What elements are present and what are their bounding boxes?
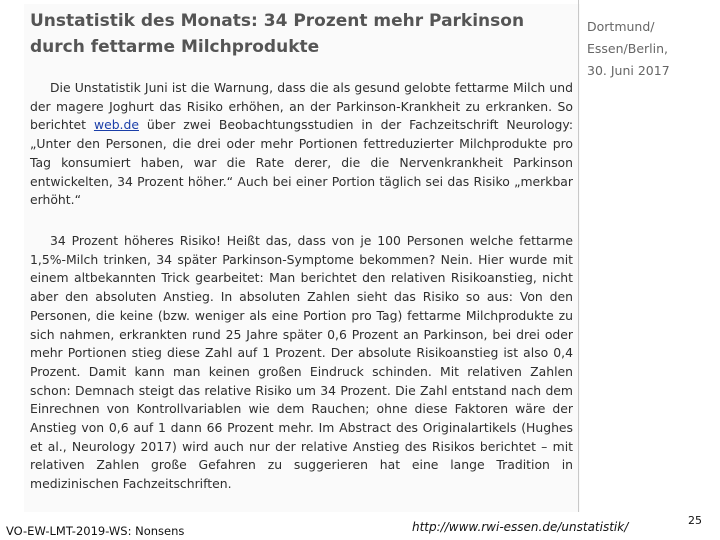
paragraph-1-text-a: Die Unstatistik Juni ist die Warnung, dass die als gesund gelobte fettarme Milch und der magere Joghurt das Risiko erhöhen, an der Parkinson-Krankheit zu erkranken. So berichtet bbox=[30, 80, 573, 133]
dateline-date: 30. Juni 2017 bbox=[587, 63, 670, 78]
footer-url[interactable]: http://www.rwi-essen.de/unstatistik/ bbox=[412, 520, 629, 534]
page-number: 25 bbox=[688, 514, 702, 527]
source-link[interactable]: web.de bbox=[93, 117, 139, 133]
dateline-city-1: Dortmund/ bbox=[587, 19, 655, 34]
dateline-city-2: Essen/Berlin, bbox=[587, 41, 668, 56]
article-title: Unstatistik des Monats: 34 Prozent mehr Parkinson durch fettarme Milchprodukte bbox=[30, 11, 525, 57]
dateline bbox=[587, 16, 707, 82]
column-divider bbox=[578, 0, 579, 512]
paragraph-2: 34 Prozent höheres Risiko! Heißt das, dass von je 100 Personen welche fettarme 1,5%-Milch trinken, 34 später Parkinson-Symptome bekommen? Nein. Hier wurde mit einem altbekannten Trick gearbeitet: Man berichtet den relativen Risikoanstieg, nicht aber den absoluten Anstieg. In absoluten Zahlen sieht das Risiko so aus: Von den Personen, die keine (bzw. weniger als eine Portion pro Tag) fettarme Milchprodukte zu sich nahmen, erkrankten rund 25 Jahre später 0,6 Prozent an Parkinson, bei drei oder mehr Portionen stieg diese Zahl auf 1 Prozent. Der absolute Risikoanstieg ist also 0,4 Prozent. Damit kann man keinen großen Eindruck schinden. Mit relativen Zahlen schon: Demnach steigt das relative Risiko um 34 Prozent. Die Zahl entstand nach dem Einrechnen von Kontrollvariablen wie dem Rauchen; ohne diese Faktoren wäre der Anstieg von 0,6 auf 1 dann 66 Prozent mehr. Im Abstract des Originalartikels (Hughes et al., Neurology 2017) wird auch nur der relative Anstieg des Risikos berichtet – mit relativen Zahlen große Gefahren zu suggerieren hat eine lange Tradition in medizinischen Fachzeitschriften. bbox=[30, 233, 573, 492]
paragraph-1-text-b: über zwei Beobachtungsstudien in der Fachzeitschrift Neurology: „Unter den Personen, die drei oder mehr Portionen fettreduzierter Milchprodukte pro Tag konsumiert haben, war die Rate derer, die die Nervenkrankheit Parkinson entwickelten, 34 Prozent höher.“ Auch bei einer Portion täglich sei das Risiko „merkbar erhöht.“ bbox=[30, 117, 573, 208]
footer-course-label: VO-EW-LMT-2019-WS: Nonsens bbox=[6, 524, 185, 538]
paragraph-1 bbox=[30, 79, 573, 210]
